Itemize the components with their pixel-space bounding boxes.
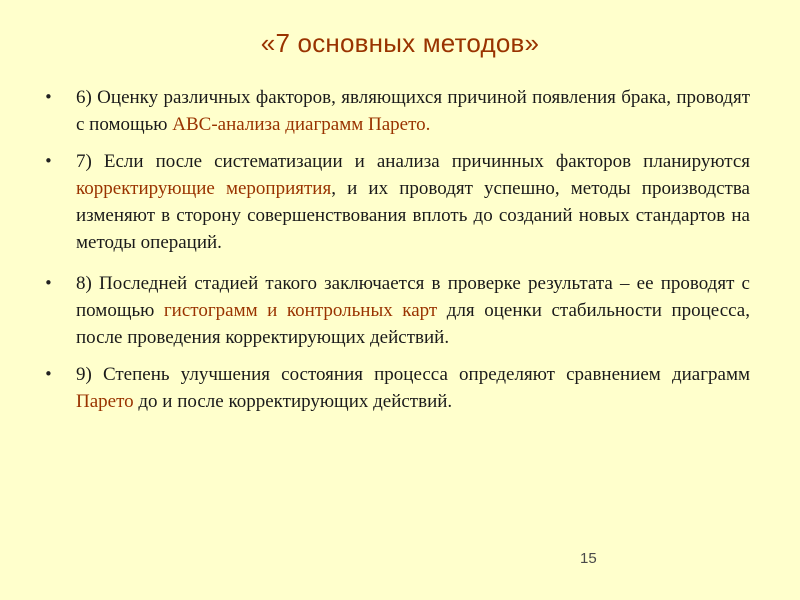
item-text: 7) Если после систематизации и анализа причинных факторов планируются <box>76 151 750 172</box>
page-number: 15 <box>580 550 597 567</box>
slide-title: «7 основных методов» <box>260 28 540 58</box>
highlighted-term: корректирующие мероприятия <box>76 178 332 199</box>
bullet-icon: • <box>44 274 53 292</box>
highlighted-term: АВС-анализа диаграмм Парето. <box>172 114 431 135</box>
highlighted-term: Парето <box>76 391 134 412</box>
list-item <box>44 148 750 256</box>
item-text: 8) Последней стадией такого заключается в проверке результата – ее проводят с помощью <box>76 273 750 321</box>
item-text-end: , и их проводят успешно, методы производства изменяют в сторону совершенствования вплоть до созданий новых стандартов на методы операций. <box>76 178 750 253</box>
item-text: 9) Степень улучшения состояния процесса определяют сравнением диаграмм <box>76 364 750 385</box>
item-text: 6) Оценку различных факторов, являющихся причиной появления брака, проводят с помощью <box>76 87 750 135</box>
list-item <box>44 361 750 415</box>
bullet-icon: • <box>44 365 53 383</box>
list-item <box>44 270 750 351</box>
methods-list <box>44 84 750 425</box>
item-text-end: для оценки стабильности процесса, после проведения корректирующих действий. <box>76 300 750 348</box>
item-text-end: до и после корректирующих действий. <box>133 391 453 412</box>
highlighted-term: гистограмм и контрольных карт <box>163 300 438 321</box>
bullet-icon: • <box>44 152 53 170</box>
list-item <box>44 84 750 138</box>
bullet-icon: • <box>44 88 53 106</box>
